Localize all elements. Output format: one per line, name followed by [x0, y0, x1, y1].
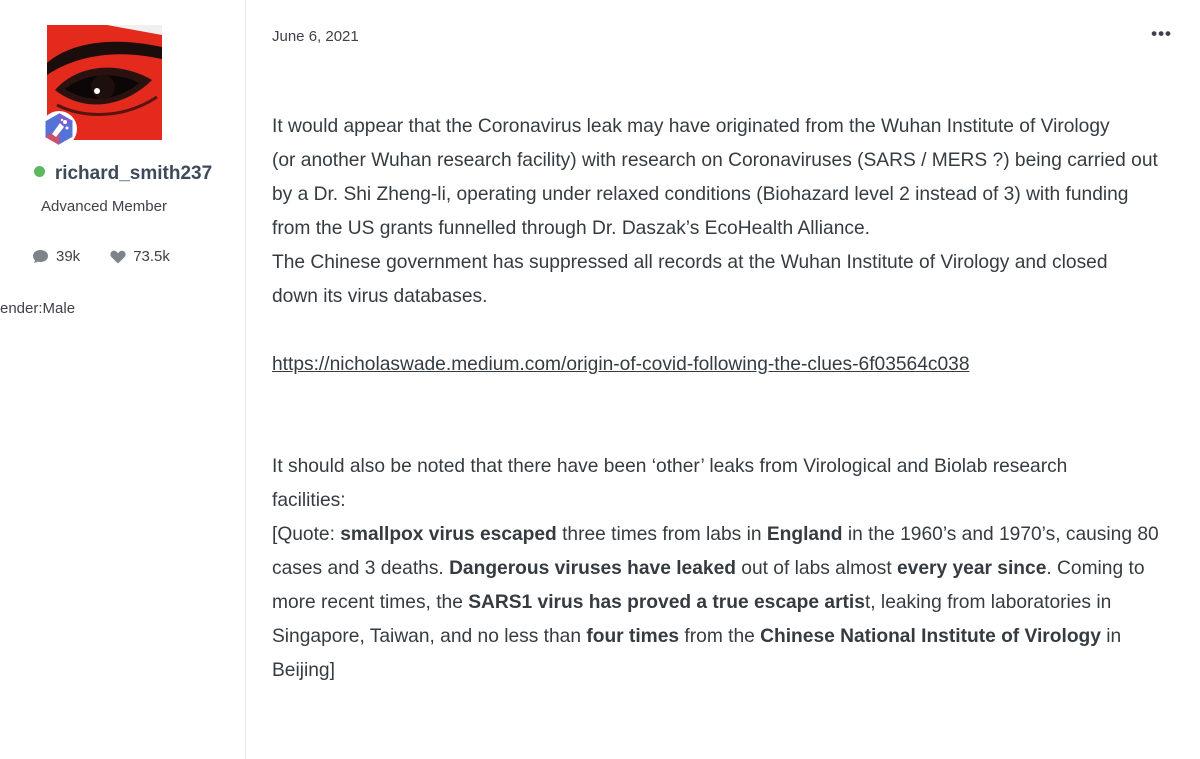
post-content-area	[272, 0, 1186, 759]
quote-bold-3: Dangerous viruses have leaked	[449, 558, 736, 579]
post-body	[272, 110, 1186, 688]
author-name-label[interactable]: richard_smith237	[54, 163, 213, 184]
paragraph-1	[272, 110, 1186, 314]
quote-seg-3: in the 1960’s and 1970’s, causing 80 cases and 3 deaths.	[272, 524, 1159, 579]
p2-line-1: It should also be noted that there have been ‘other’ leaks from Virological and Biolab research	[272, 456, 1068, 477]
p1-line-1: It would appear that the Coronavirus leak may have originated from the Wuhan Institute of Virology	[272, 116, 1110, 137]
quote-seg-7: from the	[679, 626, 761, 647]
online-status-icon	[34, 166, 45, 177]
quote-bold-2: England	[766, 524, 843, 545]
p1-line-5: The Chinese government has suppressed all records at the Wuhan Institute of Virology and closed	[272, 252, 1108, 273]
quote-seg-8: in Beijing]	[272, 626, 1122, 681]
quote-bold-7: Chinese National Institute of Virology	[760, 626, 1101, 647]
custom-field-gender: ender:Male	[0, 300, 76, 317]
p1-line-4: from the US grants funnelled through Dr. Daszak’s EcoHealth Alliance.	[272, 218, 870, 239]
p1-line-3: by a Dr. Shi Zheng-li, operating under relaxed conditions (Biohazard level 2 instead of 3) with funding	[272, 184, 1129, 205]
reputation-value: 73.5k	[133, 248, 170, 265]
link-paragraph	[272, 348, 1186, 382]
quote-text	[272, 524, 1159, 681]
quote-seg-1: [Quote:	[272, 524, 341, 545]
author-rank: Advanced Member	[41, 198, 167, 215]
author-stats	[32, 248, 170, 265]
quote-bold-5: SARS1 virus has proved a true escape artis	[468, 592, 865, 613]
quote-seg-5: . Coming to more recent times, the	[272, 558, 1145, 613]
external-link[interactable]: https://nicholaswade.medium.com/origin-of-covid-following-the-clues-6f03564c038	[272, 354, 970, 375]
p1-line-2: (or another Wuhan research facility) with research on Coronaviruses (SARS / MERS ?) being carried out	[272, 150, 1158, 171]
post-count	[32, 248, 80, 265]
author-sidebar	[0, 0, 246, 759]
quote-seg-2: three times from labs in	[556, 524, 767, 545]
p2-line-2: facilities:	[272, 490, 346, 511]
post-date[interactable]: June 6, 2021	[272, 28, 359, 45]
reputation-count	[110, 248, 170, 265]
heart-icon	[110, 250, 126, 264]
rank-badge-icon[interactable]	[40, 110, 78, 148]
post-count-value: 39k	[56, 248, 81, 265]
quote-seg-4: out of labs almost	[735, 558, 898, 579]
quote-seg-6: t, leaking from laboratories in Singapore, Taiwan, and no less than	[272, 592, 1112, 647]
p1-line-6: down its virus databases.	[272, 286, 488, 307]
comment-icon	[32, 249, 49, 264]
quote-bold-6: four times	[586, 626, 680, 647]
quote-bold-1: smallpox virus escaped	[340, 524, 557, 545]
more-options-icon[interactable]: •••	[1151, 24, 1172, 43]
author-name[interactable]	[0, 163, 246, 185]
paragraph-2	[272, 450, 1186, 688]
quote-bold-4: every year since	[897, 558, 1047, 579]
